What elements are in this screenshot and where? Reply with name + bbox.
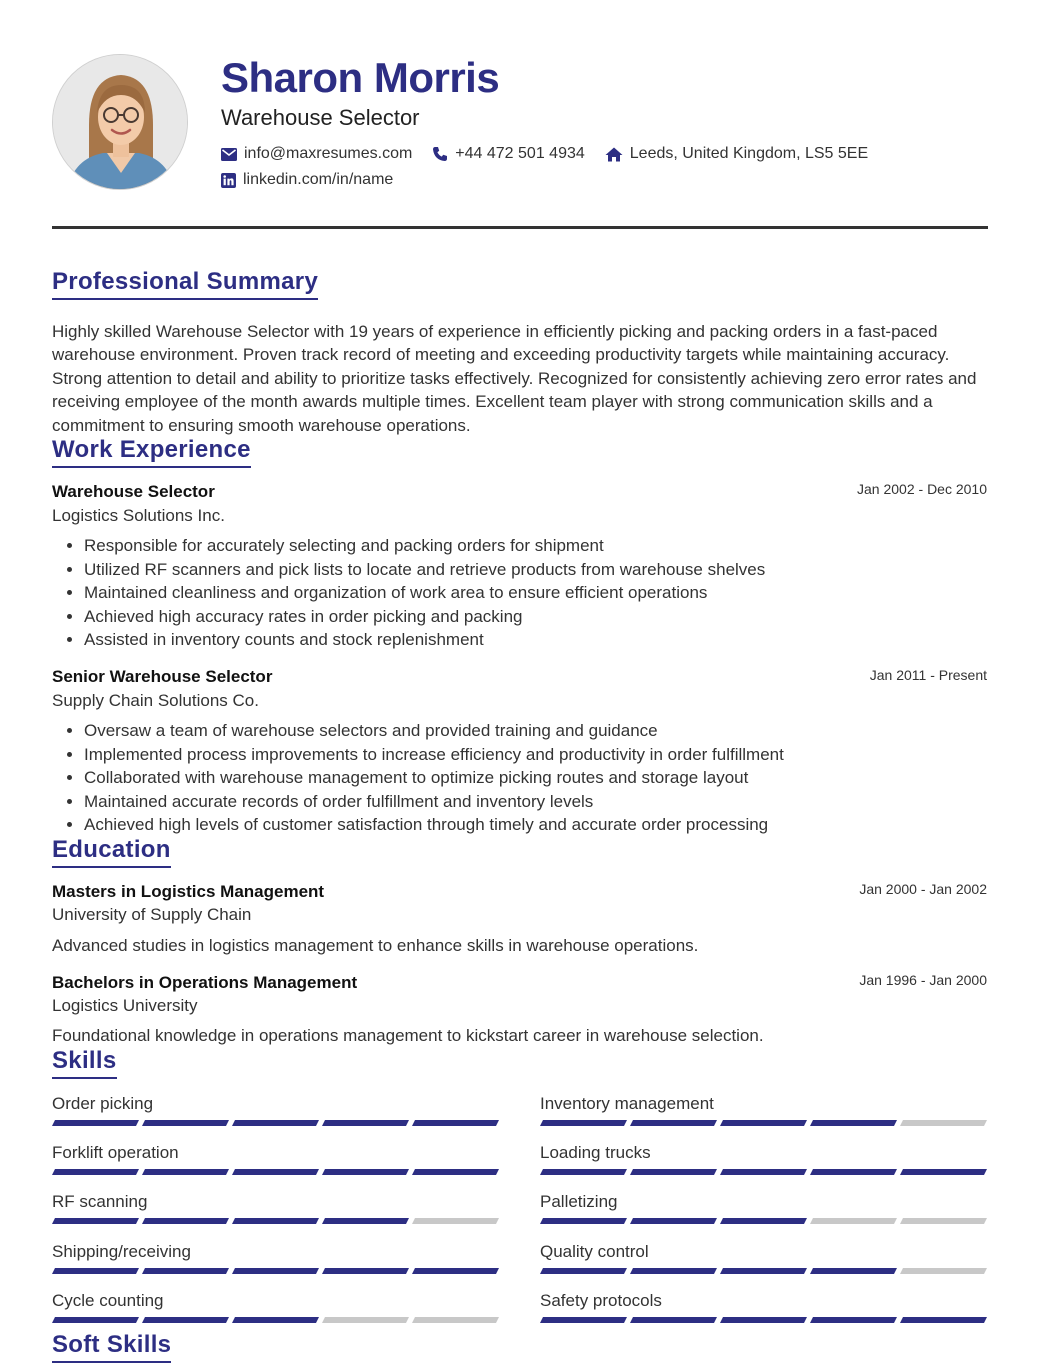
- skill-segment-filled: [810, 1169, 897, 1175]
- header-divider: [52, 226, 988, 229]
- job-bullets: [52, 534, 765, 652]
- skill-item: [52, 1192, 499, 1236]
- skill-segment-filled: [232, 1268, 319, 1274]
- phone-text: +44 472 501 4934: [455, 145, 585, 162]
- skill-segment-filled: [322, 1218, 409, 1224]
- skill-segment-empty: [900, 1218, 987, 1224]
- section-title-experience: Work Experience: [52, 436, 251, 468]
- skill-item: [52, 1094, 499, 1138]
- skill-segment-filled: [540, 1317, 627, 1323]
- job-bullets: [52, 719, 784, 837]
- school-name: University of Supply Chain: [52, 905, 252, 924]
- school-name: Logistics University: [52, 996, 198, 1015]
- skill-segment-filled: [630, 1169, 717, 1175]
- list-item: • Utilized RF scanners and pick lists to locate and retrieve products from warehouse shelves: [84, 558, 765, 582]
- skill-segment-filled: [232, 1120, 319, 1126]
- education-description: Foundational knowledge in operations management to kickstart career in warehouse selection.: [52, 1026, 764, 1045]
- skill-segment-filled: [412, 1169, 499, 1175]
- list-item: • Achieved high accuracy rates in order picking and packing: [84, 605, 765, 629]
- skill-segment-filled: [142, 1120, 229, 1126]
- summary-text: Highly skilled Warehouse Selector with 19 years of experience in efficiently picking and packing orders in a fast-paced warehouse environment. Proven track record of meeting and exceeding productivity targets while maintaining accuracy. Strong attention to detail and ability to prioritize tasks effectively. Recognized for consistently achieving zero error rates and receiving employee of the month awards multiple times. Excellent team player with strong communication skills and a commitment to ensuring smooth warehouse operations.: [52, 322, 977, 435]
- skill-segment-empty: [412, 1317, 499, 1323]
- job-company: Supply Chain Solutions Co.: [52, 691, 259, 710]
- skill-segment-filled: [232, 1169, 319, 1175]
- degree-title: Bachelors in Operations Management: [52, 973, 358, 992]
- section-title-skills: Skills: [52, 1047, 117, 1079]
- skill-segment-filled: [630, 1268, 717, 1274]
- skill-name: Palletizing: [540, 1192, 618, 1211]
- skill-name: Shipping/receiving: [52, 1242, 191, 1261]
- skill-segment-filled: [142, 1218, 229, 1224]
- job-dates: Jan 2011 - Present: [869, 667, 987, 683]
- skill-level-bar: [52, 1120, 499, 1126]
- skill-segment-filled: [142, 1317, 229, 1323]
- profile-photo: [53, 55, 188, 190]
- skill-level-bar: [540, 1268, 987, 1274]
- contact-row-linkedin: [221, 171, 413, 189]
- skill-segment-filled: [232, 1317, 319, 1323]
- list-item: • Implemented process improvements to increase efficiency and productivity in order fulfillment: [84, 743, 784, 767]
- skill-item: [540, 1143, 987, 1187]
- section-title-summary: Professional Summary: [52, 268, 318, 300]
- contact-location: [605, 145, 868, 163]
- skill-name: Quality control: [540, 1242, 649, 1261]
- skill-segment-filled: [900, 1317, 987, 1323]
- skill-segment-filled: [52, 1218, 139, 1224]
- skill-segment-filled: [720, 1169, 807, 1175]
- education-dates: Jan 1996 - Jan 2000: [859, 972, 987, 988]
- section-title-education: Education: [52, 836, 171, 868]
- skill-segment-filled: [142, 1169, 229, 1175]
- skill-segment-filled: [540, 1268, 627, 1274]
- list-item: • Oversaw a team of warehouse selectors and provided training and guidance: [84, 719, 784, 743]
- skill-item: [540, 1291, 987, 1335]
- skill-segment-empty: [900, 1120, 987, 1126]
- skill-item: [52, 1143, 499, 1187]
- skill-segment-filled: [810, 1120, 897, 1126]
- skill-segment-filled: [630, 1120, 717, 1126]
- skill-segment-filled: [540, 1218, 627, 1224]
- list-item: • Maintained cleanliness and organization of work area to ensure efficient operations: [84, 581, 765, 605]
- job-title: Senior Warehouse Selector: [52, 667, 273, 686]
- skill-segment-filled: [412, 1268, 499, 1274]
- skill-name: Safety protocols: [540, 1291, 662, 1310]
- candidate-name: Sharon Morris: [221, 54, 500, 101]
- education-dates: Jan 2000 - Jan 2002: [859, 881, 987, 897]
- skill-segment-filled: [322, 1120, 409, 1126]
- skill-segment-filled: [900, 1169, 987, 1175]
- degree-title: Masters in Logistics Management: [52, 882, 325, 901]
- skill-segment-filled: [810, 1268, 897, 1274]
- avatar: [52, 54, 188, 190]
- skill-segment-empty: [810, 1218, 897, 1224]
- skill-name: Cycle counting: [52, 1291, 164, 1310]
- list-item: • Assisted in inventory counts and stock replenishment: [84, 628, 765, 652]
- skill-name: Order picking: [52, 1094, 154, 1113]
- skill-segment-filled: [52, 1317, 139, 1323]
- skill-item: [540, 1242, 987, 1286]
- skill-segment-filled: [52, 1169, 139, 1175]
- list-item: • Maintained accurate records of order fulfillment and inventory levels: [84, 790, 784, 814]
- resume-header: [52, 54, 988, 194]
- skill-name: Forklift operation: [52, 1143, 179, 1162]
- section-title-soft-skills: Soft Skills: [52, 1331, 171, 1363]
- home-icon: [605, 147, 623, 162]
- skill-segment-filled: [540, 1169, 627, 1175]
- skill-segment-empty: [322, 1317, 409, 1323]
- contact-phone[interactable]: [432, 145, 584, 163]
- skill-segment-filled: [720, 1317, 807, 1323]
- skill-segment-filled: [720, 1268, 807, 1274]
- skill-level-bar: [52, 1268, 499, 1274]
- skill-segment-empty: [900, 1268, 987, 1274]
- skill-item: [52, 1242, 499, 1286]
- skill-segment-filled: [630, 1317, 717, 1323]
- list-item: • Collaborated with warehouse management to optimize picking routes and storage layout: [84, 766, 784, 790]
- skill-level-bar: [540, 1169, 987, 1175]
- skill-item: [52, 1291, 499, 1335]
- job-dates: Jan 2002 - Dec 2010: [857, 481, 987, 497]
- skill-segment-empty: [412, 1218, 499, 1224]
- skill-name: Inventory management: [540, 1094, 714, 1113]
- skill-level-bar: [52, 1317, 499, 1323]
- skill-name: RF scanning: [52, 1192, 148, 1211]
- skill-level-bar: [540, 1218, 987, 1224]
- contact-linkedin[interactable]: [221, 171, 393, 189]
- list-item: • Achieved high levels of customer satisfaction through timely and accurate order processing: [84, 813, 784, 837]
- location-text: Leeds, United Kingdom, LS5 5EE: [629, 145, 869, 162]
- education-description: Advanced studies in logistics management to enhance skills in warehouse operations.: [52, 936, 699, 955]
- linkedin-icon: [221, 173, 236, 188]
- candidate-title: Warehouse Selector: [221, 105, 420, 130]
- skill-item: [540, 1094, 987, 1138]
- list-item: • Responsible for accurately selecting and packing orders for shipment: [84, 534, 765, 558]
- skill-segment-filled: [540, 1120, 627, 1126]
- envelope-icon: [221, 148, 237, 161]
- skill-segment-filled: [52, 1268, 139, 1274]
- contact-email[interactable]: [221, 145, 412, 163]
- skill-segment-filled: [322, 1169, 409, 1175]
- skill-name: Loading trucks: [540, 1143, 651, 1162]
- skill-level-bar: [52, 1169, 499, 1175]
- phone-icon: [432, 146, 448, 162]
- skill-segment-filled: [720, 1120, 807, 1126]
- skill-level-bar: [540, 1317, 987, 1323]
- linkedin-text: linkedin.com/in/name: [243, 171, 394, 188]
- contact-row: [221, 145, 888, 163]
- skill-segment-filled: [720, 1218, 807, 1224]
- skill-level-bar: [540, 1120, 987, 1126]
- skill-segment-filled: [322, 1268, 409, 1274]
- job-title: Warehouse Selector: [52, 482, 215, 501]
- email-text: info@maxresumes.com: [244, 145, 413, 162]
- skill-level-bar: [52, 1218, 499, 1224]
- skill-segment-filled: [232, 1218, 319, 1224]
- skill-segment-filled: [52, 1120, 139, 1126]
- job-company: Logistics Solutions Inc.: [52, 506, 225, 525]
- skill-segment-filled: [810, 1317, 897, 1323]
- skill-segment-filled: [412, 1120, 499, 1126]
- skill-segment-filled: [630, 1218, 717, 1224]
- skill-segment-filled: [142, 1268, 229, 1274]
- skill-item: [540, 1192, 987, 1236]
